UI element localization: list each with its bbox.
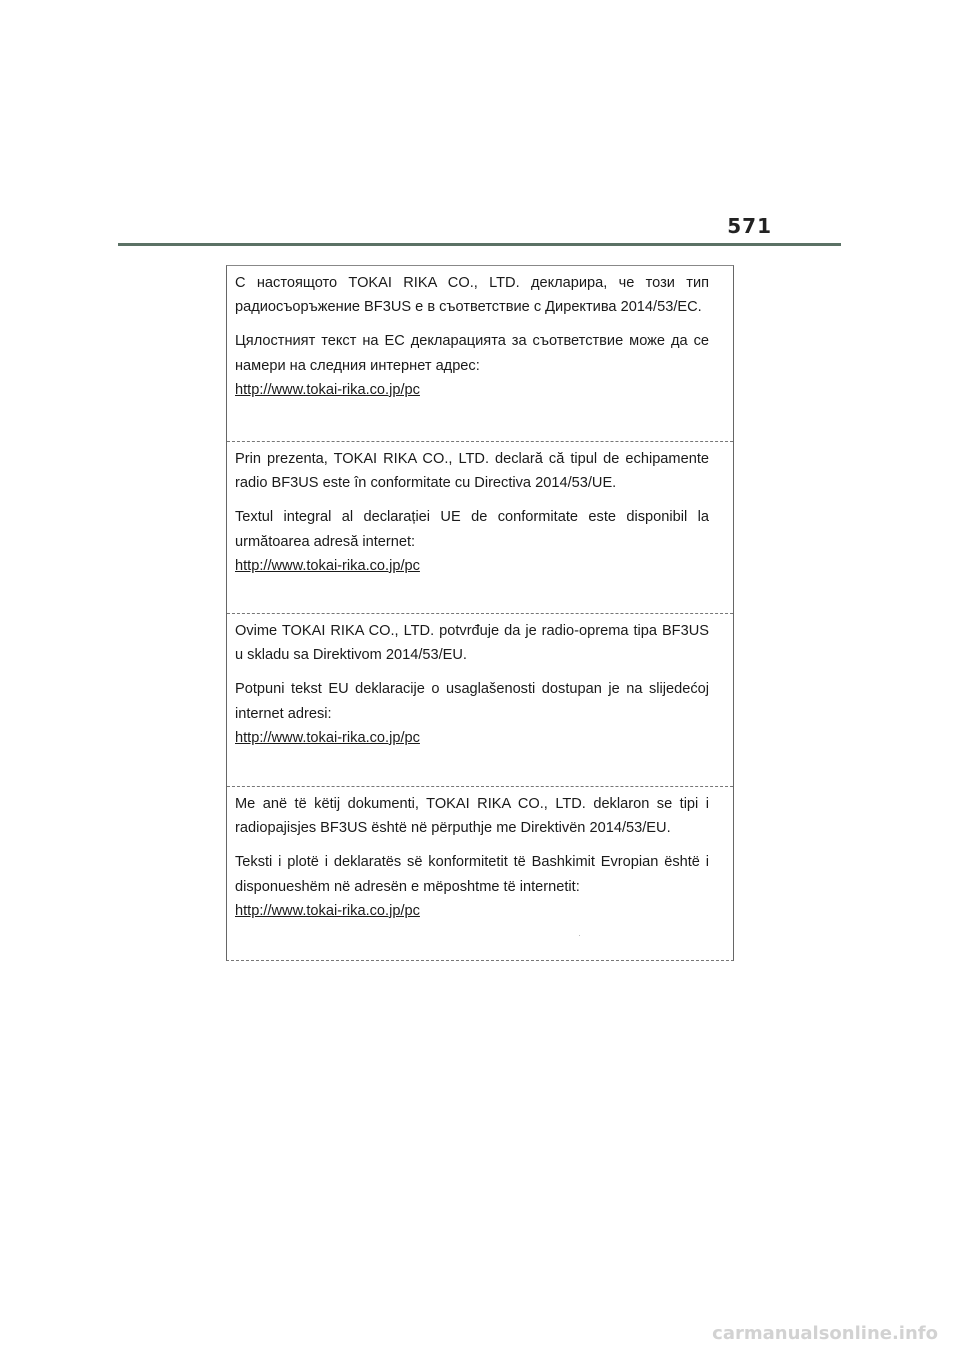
- page-number: 571: [727, 214, 772, 238]
- declaration-link[interactable]: http://www.tokai-rika.co.jp/pc: [235, 729, 420, 746]
- header-rule: [118, 243, 841, 246]
- scan-speck: [579, 935, 580, 936]
- availability-text: Textul integral al declarației UE de conformitate este disponibil la următoarea adresă internet:: [235, 509, 709, 550]
- availability-note: [235, 677, 709, 750]
- availability-text: Teksti i plotë i deklaratës së konformitetit të Bashkimit Evropian është i disponueshëm në adresën e mëposhtme të internetit:: [235, 854, 709, 895]
- availability-text: Цялостният текст на EC декларацията за съответствие може да се намери на следния интернет адрес:: [235, 333, 709, 374]
- declaration-section-bulgarian: [227, 266, 733, 441]
- availability-note: [235, 505, 709, 578]
- conformity-statement: Ovime TOKAI RIKA CO., LTD. potvrđuje da je radio-oprema tipa BF3US u skladu sa Direktivom 2014/53/EU.: [235, 623, 709, 664]
- declaration-section-romanian: [227, 441, 733, 613]
- conformity-statement: Me anë të këtij dokumenti, TOKAI RIKA CO., LTD. deklaron se tipi i radiopajisjes BF3US është në përputhje me Direktivën 2014/53/EU.: [235, 796, 709, 837]
- declaration-section-bosnian: [227, 613, 733, 786]
- declaration-link[interactable]: http://www.tokai-rika.co.jp/pc: [235, 381, 420, 398]
- availability-note: [235, 850, 709, 923]
- availability-note: [235, 329, 709, 402]
- declaration-link[interactable]: http://www.tokai-rika.co.jp/pc: [235, 557, 420, 574]
- conformity-statement: Prin prezenta, TOKAI RIKA CO., LTD. declară că tipul de echipamente radio BF3US este în conformitate cu Directiva 2014/53/UE.: [235, 451, 709, 492]
- conformity-statement: С настоящото TOKAI RIKA CO., LTD. декларира, че този тип радиосъоръжение BF3US е в съответствие с Директива 2014/53/EC.: [235, 275, 709, 316]
- declaration-box: [226, 265, 734, 961]
- availability-text: Potpuni tekst EU deklaracije o usaglašenosti dostupan je na slijedećoj internet adresi:: [235, 681, 709, 722]
- declaration-link[interactable]: http://www.tokai-rika.co.jp/pc: [235, 902, 420, 919]
- watermark: carmanualsonline.info: [712, 1323, 938, 1344]
- declaration-section-albanian: [227, 786, 733, 960]
